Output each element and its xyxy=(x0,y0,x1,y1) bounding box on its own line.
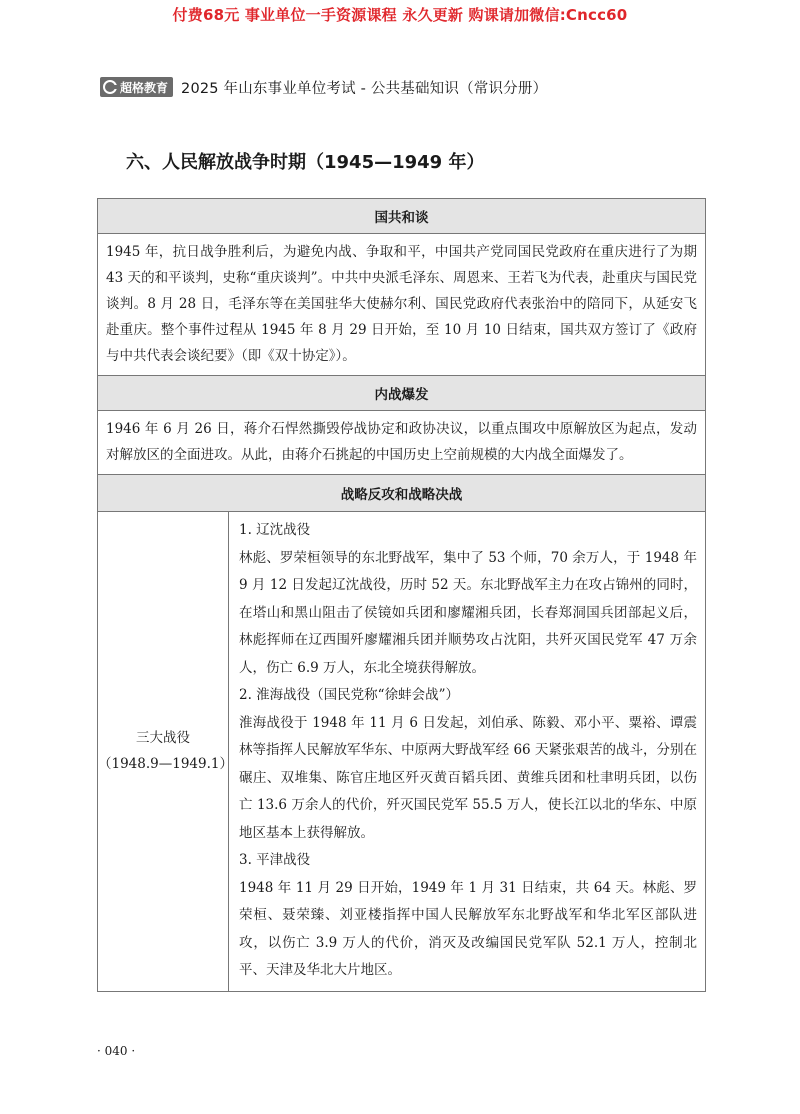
table-paragraph: 1946 年 6 月 26 日，蒋介石悍然撕毁停战协定和政协决议，以重点围攻中原解放区为起点，发动对解放区的全面进攻。从此，由蒋介石挑起的中国历史上空前规模的大内战全面爆发了。 xyxy=(98,411,706,475)
campaign-text: 1948 年 11 月 29 日开始，1949 年 1 月 31 日结束，共 64 天。林彪、罗荣桓、聂荣臻、刘亚楼指挥中国人民解放军东北野战军和华北军区部队进攻，以伤亡 3.9 万人的代价，消灭及改编国民党军队 52.1 万人，控制北平、天津及华北大片地区。 xyxy=(239,879,697,978)
campaigns-label-cell xyxy=(98,512,233,992)
campaign-title: 1. 辽沈战役 xyxy=(239,522,311,538)
campaigns-dates: （1948.9—1949.1） xyxy=(98,756,233,773)
page-header xyxy=(100,76,547,98)
table-row xyxy=(98,512,706,992)
campaigns-label: 三大战役 xyxy=(136,730,190,747)
watermark-banner: 付费68元 事业单位一手资源课程 永久更新 购课请加微信:Cncc60 xyxy=(172,6,628,24)
table-row xyxy=(98,234,706,376)
table-row xyxy=(98,475,706,512)
header-title: 2025 年山东事业单位考试 - 公共基础知识（常识分册） xyxy=(181,80,548,97)
table-paragraph: 1945 年，抗日战争胜利后，为避免内战、争取和平，中国共产党同国民党政府在重庆进行了为期 43 天的和平谈判，史称“重庆谈判”。中共中央派毛泽东、周恩来、王若飞为代表，赴重庆与国民党谈判。8 月 28 日，毛泽东等在美国驻华大使赫尔利、国民党政府代表张治中的陪同下，从延安飞赴重庆。整个事件过程从 1945 年 8 月 29 日开始，至 10 月 10 日结束，国共双方签订了《政府与中共代表会谈纪要》（即《双十协定》）。 xyxy=(98,234,706,376)
table-heading: 战略反攻和战略决战 xyxy=(98,475,706,512)
table-row xyxy=(98,376,706,411)
logo-text: 超格教育 xyxy=(120,80,169,95)
campaign-text: 淮海战役于 1948 年 11 月 6 日发起，刘伯承、陈毅、邓小平、粟裕、谭震林等指挥人民解放军华东、中原两大野战军经 66 天紧张艰苦的战斗，分别在碾庄、双堆集、陈官庄地区歼灭黄百韬兵团、黄维兵团和杜聿明兵团，以伤亡 13.6 万余人的代价，歼灭国民党军 55.5 万人，使长江以北的华东、中原地区基本上获得解放。 xyxy=(239,714,697,841)
brand-logo xyxy=(100,77,173,97)
logo-c-icon xyxy=(103,80,117,94)
table-heading: 国共和谈 xyxy=(98,199,706,234)
campaign-title: 2. 淮海战役（国民党称“徐蚌会战”） xyxy=(239,687,459,703)
campaigns-detail-cell xyxy=(229,512,706,992)
section-title: 六、人民解放战争时期（1945—1949 年） xyxy=(126,152,485,173)
table-heading: 内战爆发 xyxy=(98,376,706,411)
campaign-text: 林彪、罗荣桓领导的东北野战军，集中了 53 个师，70 余万人，于 1948 年 9 月 12 日发起辽沈战役，历时 52 天。东北野战军主力在攻占锦州的同时，在塔山和黑山阻击了侯镜如兵团和廖耀湘兵团，长春郑洞国兵团部起义后，林彪挥师在辽西围歼廖耀湘兵团并顺势攻占沈阳，共歼灭国民党军 47 万余人，伤亡 6.9 万人，东北全境获得解放。 xyxy=(239,549,697,676)
table-row xyxy=(98,199,706,234)
campaign-title: 3. 平津战役 xyxy=(239,852,311,868)
history-table xyxy=(97,198,706,992)
table-row xyxy=(98,411,706,475)
page-number: · 040 · xyxy=(97,1044,136,1058)
